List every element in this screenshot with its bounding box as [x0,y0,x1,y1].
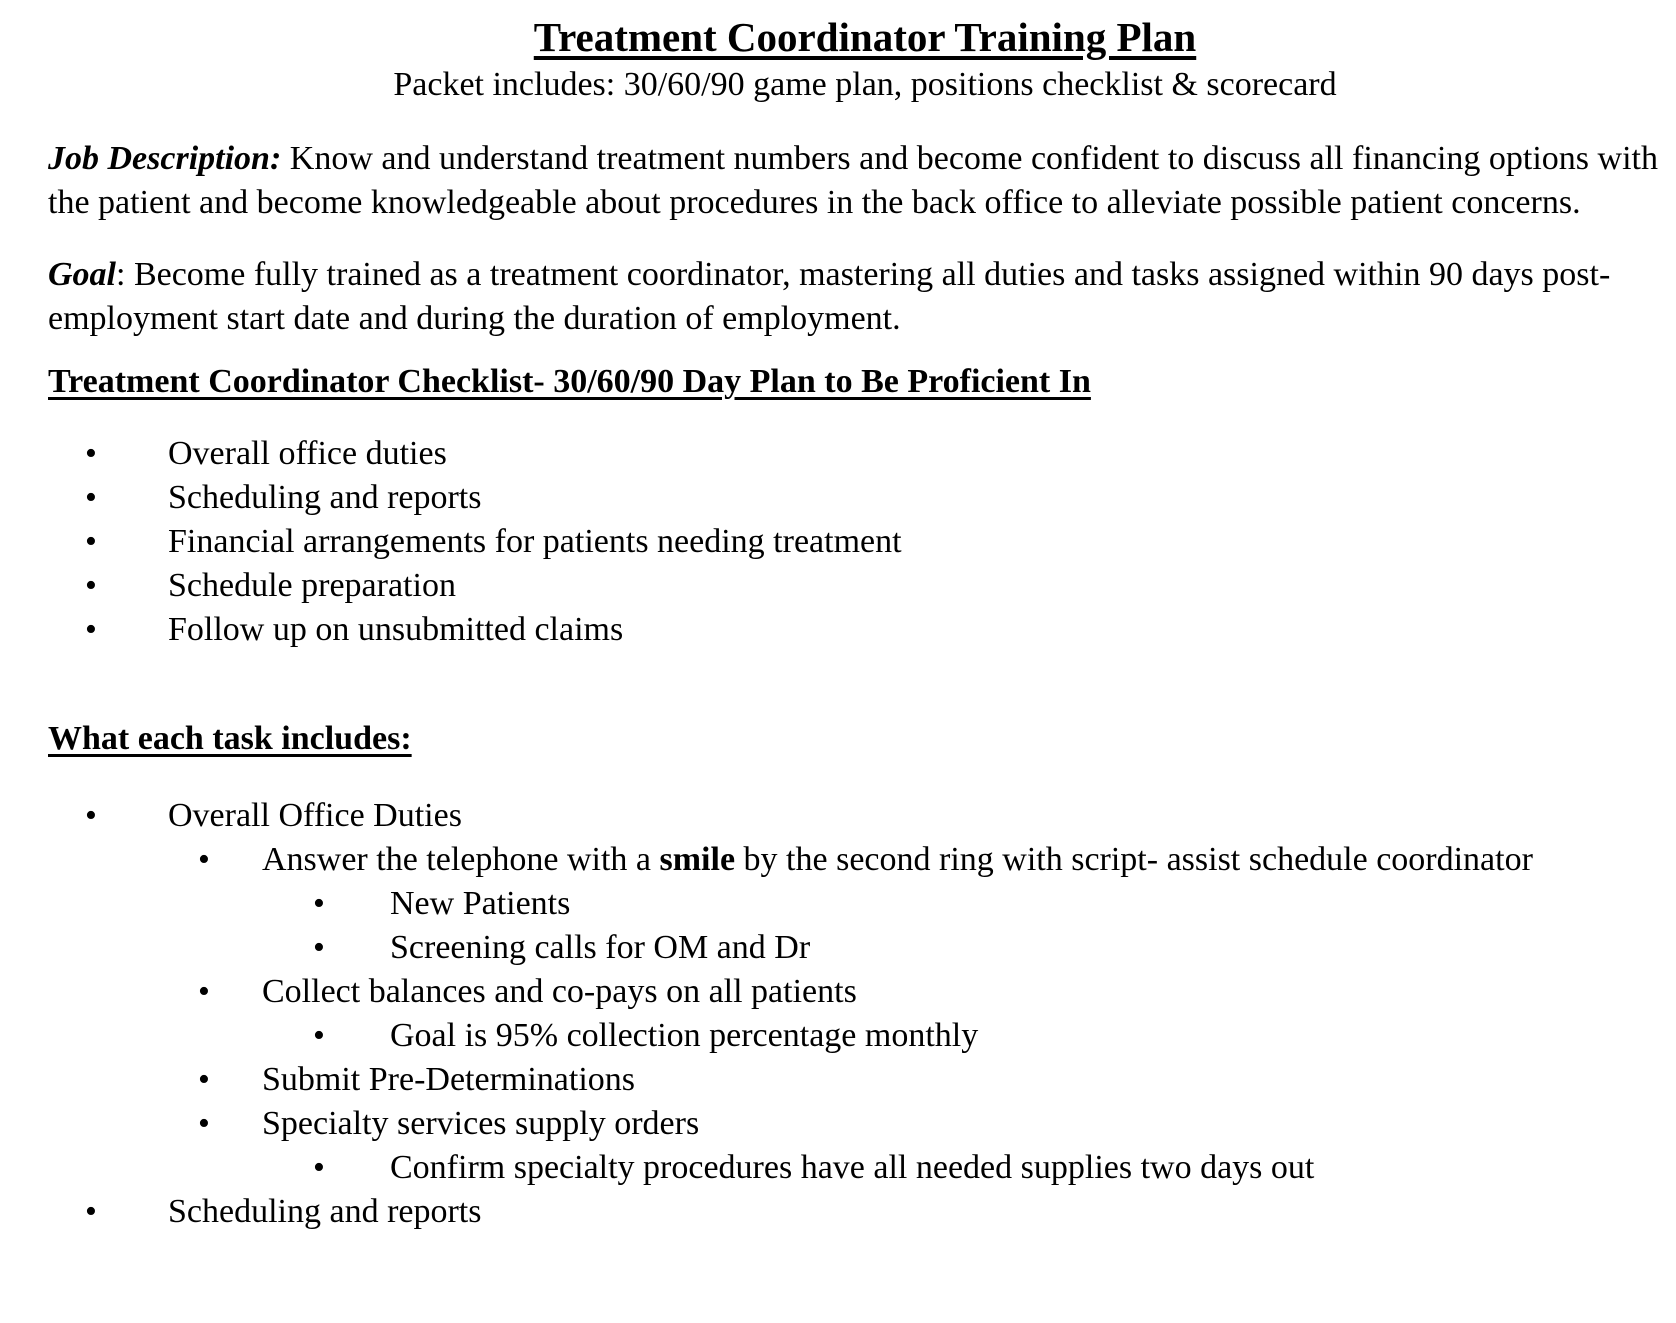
bullet-icon: • [198,973,210,1010]
list-item [48,794,1676,838]
document-page [48,12,1676,1234]
bullet-icon: • [85,797,97,834]
list-item-label: Specialty services supply orders [262,1105,700,1142]
list-item [48,476,1676,520]
list-item-label: Submit Pre-Determinations [262,1061,636,1098]
list-item-label: Scheduling and reports [168,1193,482,1230]
list-item [48,1146,1676,1190]
list-item-label: Scheduling and reports [168,479,482,516]
list-item-text-post: by the second ring with script- assist schedule coordinator [735,841,1533,878]
bullet-icon: • [85,1193,97,1230]
list-item [48,432,1676,476]
page-title-text: Treatment Coordinator Training Plan [533,14,1197,60]
tasks-heading: What each task includes: [48,720,412,757]
list-item-label: Follow up on unsubmitted claims [168,611,624,648]
job-description-paragraph [48,137,1676,224]
list-item [48,882,1676,926]
bullet-icon: • [85,567,97,604]
checklist-heading: Treatment Coordinator Checklist- 30/60/90 Day Plan to Be Proficient In [48,363,1091,400]
goal-label: Goal [48,256,116,293]
bullet-icon: • [85,523,97,560]
bullet-icon: • [198,841,210,878]
list-item-label: Goal is 95% collection percentage monthly [390,1017,979,1054]
list-item [48,1190,1676,1234]
list-item [48,1102,1676,1146]
list-item [48,520,1676,564]
page-title [48,12,1676,62]
list-item-label: Overall office duties [168,435,447,472]
bullet-icon: • [313,1017,325,1054]
list-item-label: Overall Office Duties [168,797,462,834]
list-item [48,838,1676,882]
bullet-icon: • [85,435,97,472]
job-description-text: Know and understand treatment numbers and become confident to discuss all financing options with the patient and become knowledgeable about procedures in the back office to alleviate possible patient concerns. [48,140,1658,221]
bullet-icon: • [313,929,325,966]
job-description-label: Job Description: [48,140,282,177]
list-item-label [262,841,1533,878]
list-item [48,1058,1676,1102]
list-item-text-pre: Answer the telephone with a [262,841,660,878]
goal-text: : Become fully trained as a treatment coordinator, mastering all duties and tasks assigned within 90 days post-employment start date and during the duration of employment. [48,256,1611,337]
list-item [48,926,1676,970]
bullet-icon: • [198,1061,210,1098]
bullet-icon: • [198,1105,210,1142]
page-subtitle: Packet includes: 30/60/90 game plan, positions checklist & scorecard [393,66,1337,103]
list-item-label: Screening calls for OM and Dr [390,929,811,966]
list-item [48,564,1676,608]
bullet-icon: • [85,611,97,648]
tasks-list [48,794,1676,1234]
bullet-icon: • [313,885,325,922]
list-item-label: Financial arrangements for patients needing treatment [168,523,902,560]
goal-paragraph [48,253,1676,340]
list-item-label: Schedule preparation [168,567,456,604]
checklist [48,432,1676,652]
list-item-label: Collect balances and co-pays on all patients [262,973,857,1010]
bullet-icon: • [313,1149,325,1186]
list-item-text-bold: smile [659,841,736,878]
list-item-label: Confirm specialty procedures have all needed supplies two days out [390,1149,1315,1186]
list-item [48,970,1676,1014]
list-item [48,608,1676,652]
list-item-label: New Patients [390,885,571,922]
bullet-icon: • [85,479,97,516]
list-item [48,1014,1676,1058]
